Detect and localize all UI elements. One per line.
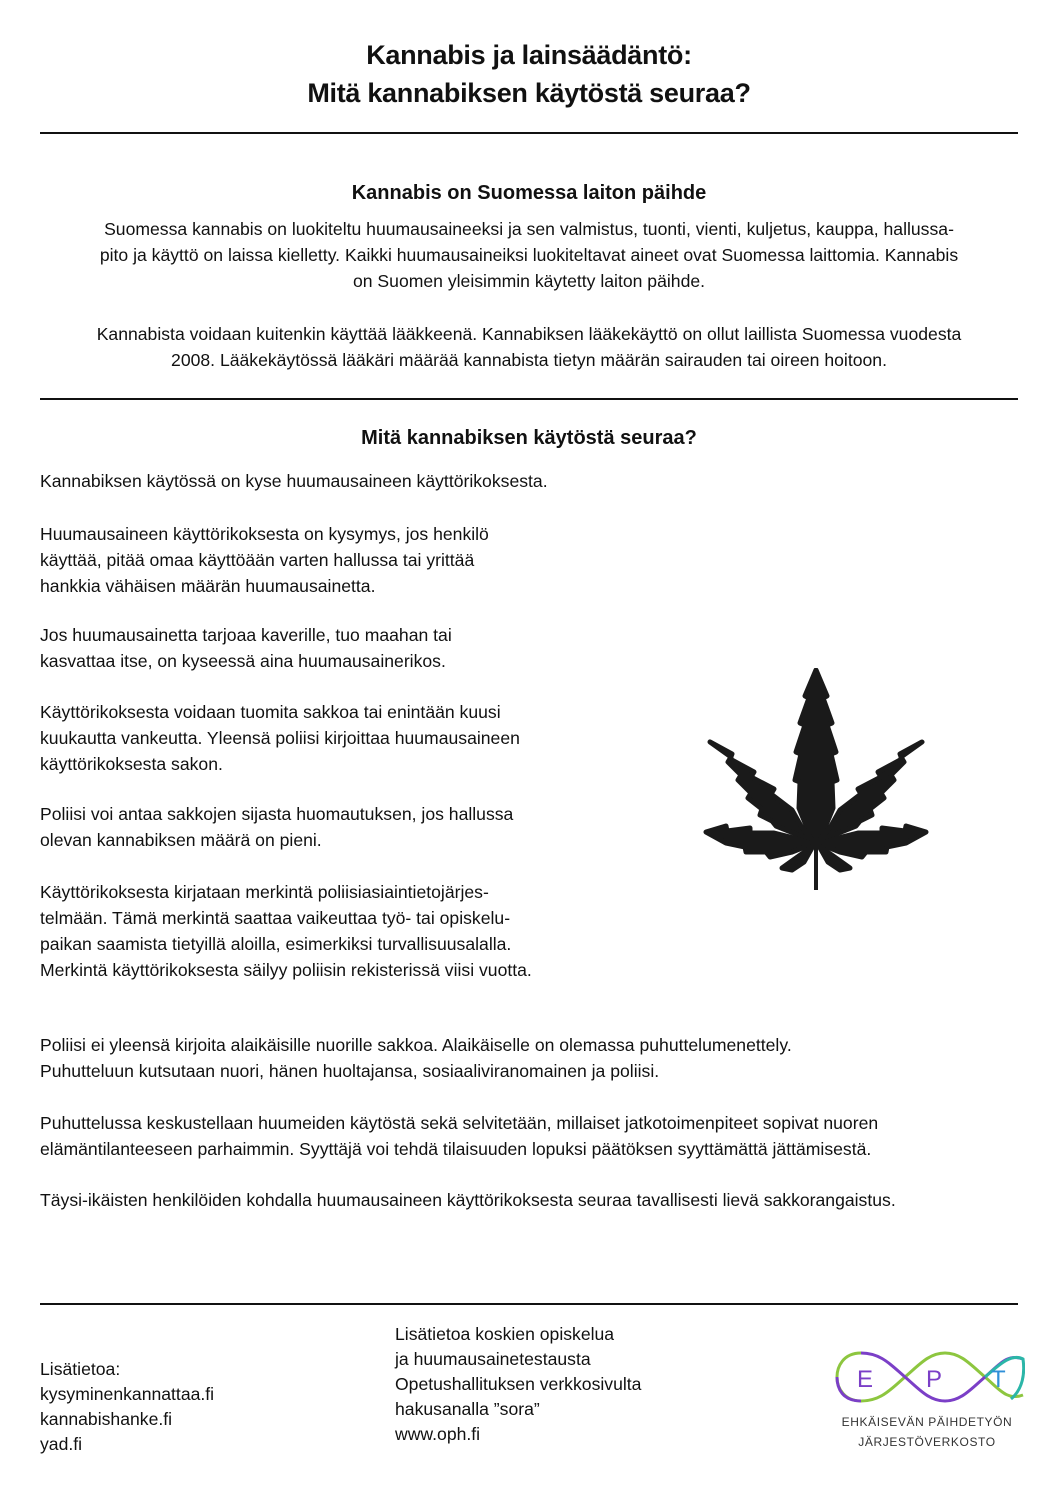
text-line: pito ja käyttö on laissa kielletty. Kaikki huumausaineiksi luokiteltavat aineet ovat Suomessa laittomia. Kannabis	[99, 245, 959, 265]
footer-link[interactable]: kannabishanke.fi	[40, 1409, 173, 1429]
divider-middle	[40, 398, 1018, 400]
logo-letter-e: E	[857, 1366, 874, 1393]
text-line: elämäntilanteeseen parhaimmin. Syyttäjä voi tehdä tilaisuuden lopuksi päätöksen syyttämättä jättämisestä.	[40, 1139, 872, 1159]
text-line: Kannabiksen käytössä on kyse huumausaineen käyttörikoksesta.	[40, 471, 548, 491]
footer-oph-info	[395, 1322, 641, 1447]
text-line: hakusanalla ”sora”	[395, 1399, 540, 1419]
text-line: käyttörikoksesta sakon.	[40, 754, 223, 774]
paragraph-minors	[40, 1032, 792, 1084]
text-line: Puhutteluun kutsutaan nuori, hänen huoltajansa, sosiaaliviranomainen ja poliisi.	[40, 1061, 660, 1081]
paragraph-medical-use	[40, 321, 1018, 373]
text-line: Merkintä käyttörikoksesta säilyy poliisin rekisterissä viisi vuotta.	[40, 960, 532, 980]
text-line: käyttää, pitää omaa käyttöään varten hallussa tai yrittää	[40, 550, 475, 570]
logo-letter-t: T	[991, 1366, 1006, 1393]
paragraph-use-offence	[40, 468, 548, 494]
paragraph-classification	[40, 216, 1018, 294]
divider-bottom	[40, 1303, 1018, 1305]
footer-heading: Lisätietoa:	[40, 1359, 121, 1379]
text-line: Poliisi voi antaa sakkojen sijasta huomautuksen, jos hallussa	[40, 804, 514, 824]
text-line: 2008. Lääkekäytössä lääkäri määrää kannabista tietyn määrän sairauden tai oireen hoitoon.	[171, 350, 887, 370]
text-line: Täysi-ikäisten henkilöiden kohdalla huumausaineen käyttörikoksesta seuraa tavallisesti lievä sakkorangaistus.	[40, 1190, 896, 1210]
text-line: olevan kannabiksen määrä on pieni.	[40, 830, 322, 850]
logo-letter-p: P	[926, 1366, 943, 1393]
text-line: on Suomen yleisimmin käytetty laiton päihde.	[352, 271, 706, 291]
page-title	[0, 36, 1058, 112]
text-line: Suomessa kannabis on luokiteltu huumausaineeksi ja sen valmistus, tuonti, vienti, kuljetus, kauppa, hallussa-	[104, 219, 954, 239]
text-line: Huumausaineen käyttörikoksesta on kysymys, jos henkilö	[40, 524, 489, 544]
text-line: kasvattaa itse, on kyseessä aina huumausainerikos.	[40, 651, 446, 671]
text-line: Opetushallituksen verkkosivulta	[395, 1374, 642, 1394]
logo-caption-line-1: EHKÄISEVÄN PÄIHDETYÖN	[841, 1415, 1013, 1429]
text-line: Puhuttelussa keskustellaan huumeiden käytöstä sekä selvitetään, millaiset jatkotoimenpiteet sopivat nuoren	[40, 1113, 879, 1133]
footer-links	[40, 1357, 214, 1457]
paragraph-adults	[40, 1187, 896, 1213]
text-line: Jos huumausainetta tarjoaa kaverille, tuo maahan tai	[40, 625, 452, 645]
section-heading-seuraukset: Mitä kannabiksen käytöstä seuraa?	[361, 427, 697, 449]
footer-link[interactable]: kysyminenkannattaa.fi	[40, 1384, 215, 1404]
paragraph-record	[40, 879, 532, 983]
text-line: ja huumausainetestausta	[395, 1349, 591, 1369]
text-line: Käyttörikoksesta kirjataan merkintä poliisiasiaintietojärjes-	[40, 882, 489, 902]
paragraph-penalty	[40, 699, 520, 777]
footer-link[interactable]: www.oph.fi	[395, 1424, 481, 1444]
text-line: hankkia vähäisen määrän huumausainetta.	[40, 576, 376, 596]
paragraph-hearing	[40, 1110, 878, 1162]
section-heading-laiton: Kannabis on Suomessa laiton päihde	[351, 182, 707, 204]
text-line: Käyttörikoksesta voidaan tuomita sakkoa tai enintään kuusi	[40, 702, 501, 722]
page-title-line-1: Kannabis ja lainsäädäntö:	[366, 40, 692, 70]
text-line: paikan saamista tietyillä aloilla, esimerkiksi turvallisuusalalla.	[40, 934, 512, 954]
page-title-line-2: Mitä kannabiksen käytöstä seuraa?	[307, 78, 751, 108]
text-line: Poliisi ei yleensä kirjoita alaikäisille nuorille sakkoa. Alaikäiselle on olemassa puhuttelumenettely.	[40, 1035, 792, 1055]
paragraph-definition	[40, 521, 489, 599]
logo-caption-line-2: JÄRJESTÖVERKOSTO	[858, 1435, 996, 1449]
text-line: Kannabista voidaan kuitenkin käyttää lääkkeenä. Kannabiksen lääkekäyttö on ollut laillista Suomessa vuodesta	[96, 324, 962, 344]
text-line: telmään. Tämä merkintä saattaa vaikeuttaa työ- tai opiskelu-	[40, 908, 511, 928]
text-line: kuukautta vankeutta. Yleensä poliisi kirjoittaa huumausaineen	[40, 728, 520, 748]
text-line: Lisätietoa koskien opiskelua	[395, 1324, 615, 1344]
cannabis-leaf-icon	[696, 668, 936, 892]
paragraph-notice	[40, 801, 513, 853]
footer-link[interactable]: yad.fi	[40, 1434, 83, 1454]
divider-top	[40, 132, 1018, 134]
paragraph-drug-offence	[40, 622, 452, 674]
